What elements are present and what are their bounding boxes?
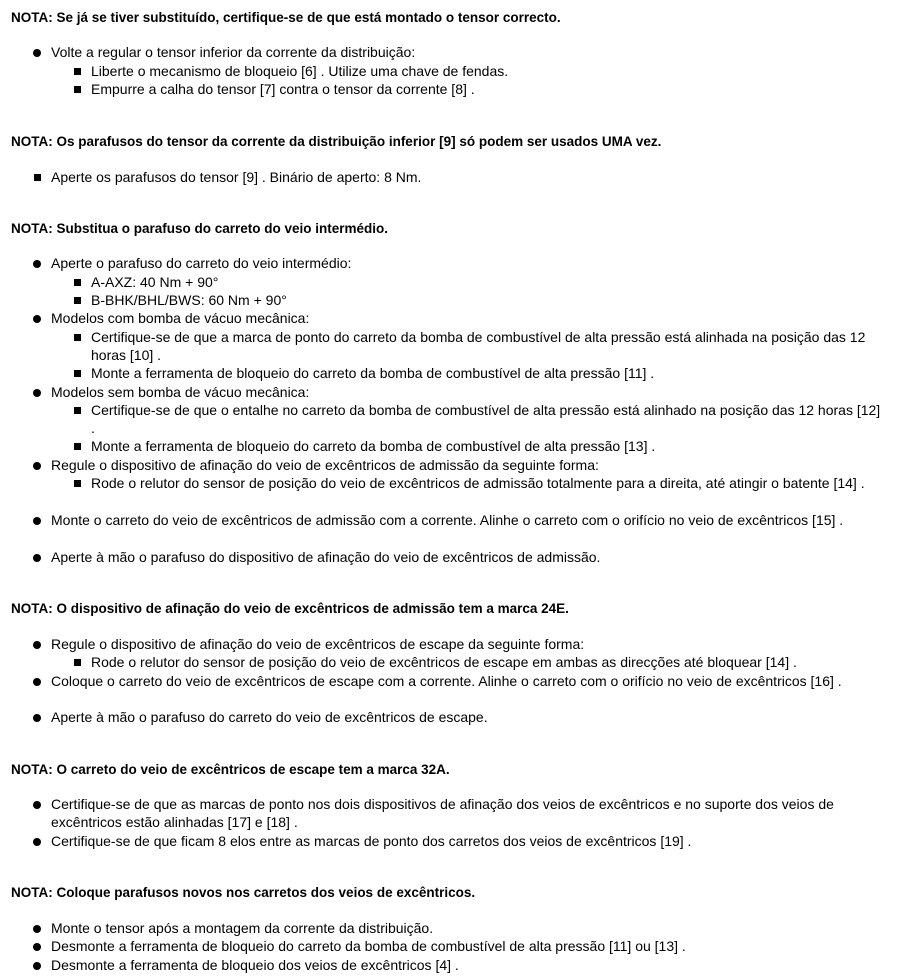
sub-list-item: Rode o relutor do sensor de posição do veio de excêntricos de admissão totalmente para a direita, até atingir o batente [14] . (91, 474, 883, 492)
bullet-square (74, 370, 81, 377)
bullet-square (74, 86, 81, 93)
sub-list-item: Liberte o mecanismo de bloqueio [6] . Utilize uma chave de fendas. (91, 62, 883, 80)
note-heading: NOTA: O dispositivo de afinação do veio de excêntricos de admissão tem a marca 24E. (11, 601, 569, 616)
bullet-dot (33, 49, 41, 57)
list-item: Certifique-se de que ficam 8 elos entre as marcas de ponto dos carretos dos veios de excêntricos [19] . (51, 832, 881, 850)
bullet-dot (33, 925, 41, 933)
list-item: Regule o dispositivo de afinação do veio de excêntricos de escape da seguinte forma: (51, 635, 881, 653)
bullet-dot (33, 801, 41, 809)
list-item: Monte o tensor após a montagem da corrente da distribuição. (51, 919, 881, 937)
note-heading: NOTA: Os parafusos do tensor da corrente da distribuição inferior [9] só podem ser usados UMA vez. (11, 134, 662, 149)
list-item: Desmonte a ferramenta de bloqueio do carreto da bomba de combustível de alta pressão [11] ou [13] . (51, 937, 881, 955)
bullet-square (74, 334, 81, 341)
bullet-square (74, 443, 81, 450)
sub-list-item: Monte a ferramenta de bloqueio do carreto da bomba de combustível de alta pressão [13] . (91, 437, 883, 455)
bullet-dot (33, 962, 41, 970)
sub-list-item: B-BHK/BHL/BWS: 60 Nm + 90° (91, 291, 883, 309)
bullet-square (74, 68, 81, 75)
bullet-square (74, 297, 81, 304)
note-heading: NOTA: Se já se tiver substituído, certifique-se de que está montado o tensor correcto. (11, 10, 561, 25)
list-item: Aperte os parafusos do tensor [9] . Binário de aperto: 8 Nm. (51, 168, 881, 186)
bullet-dot (33, 554, 41, 562)
bullet-dot (33, 315, 41, 323)
note-heading: NOTA: O carreto do veio de excêntricos de escape tem a marca 32A. (11, 762, 450, 777)
bullet-dot (33, 943, 41, 951)
sub-list-item: Empurre a calha do tensor [7] contra o tensor da corrente [8] . (91, 80, 883, 98)
list-item: Aperte à mão o parafuso do carreto do veio de excêntricos de escape. (51, 708, 881, 726)
bullet-dot (33, 517, 41, 525)
bullet-square (74, 279, 81, 286)
sub-list-item: Certifique-se de que o entalhe no carreto da bomba de combustível de alta pressão está alinhado na posição das 12 horas [12] . (91, 401, 883, 437)
bullet-dot (33, 389, 41, 397)
list-item: Modelos sem bomba de vácuo mecânica: (51, 383, 881, 401)
list-item: Aperte o parafuso do carreto do veio intermédio: (51, 254, 881, 272)
bullet-dot (33, 462, 41, 470)
bullet-square (74, 659, 81, 666)
bullet-dot (33, 678, 41, 686)
bullet-dot (33, 641, 41, 649)
sub-list-item: A-AXZ: 40 Nm + 90° (91, 273, 883, 291)
bullet-square (34, 174, 41, 181)
list-item: Monte o carreto do veio de excêntricos de admissão com a corrente. Alinhe o carreto com o orifício no veio de excêntricos [15] . (51, 511, 881, 529)
list-item: Regule o dispositivo de afinação do veio de excêntricos de admissão da seguinte forma: (51, 456, 881, 474)
list-item: Desmonte a ferramenta de bloqueio dos veios de excêntricos [4] . (51, 956, 881, 974)
bullet-dot (33, 838, 41, 846)
bullet-square (74, 407, 81, 414)
bullet-square (74, 480, 81, 487)
note-heading: NOTA: Substitua o parafuso do carreto do veio intermédio. (11, 221, 389, 236)
note-heading: NOTA: Coloque parafusos novos nos carretos dos veios de excêntricos. (11, 885, 476, 900)
list-item: Aperte à mão o parafuso do dispositivo de afinação do veio de excêntricos de admissão. (51, 548, 881, 566)
sub-list-item: Monte a ferramenta de bloqueio do carreto da bomba de combustível de alta pressão [11] . (91, 364, 883, 382)
list-item: Volte a regular o tensor inferior da corrente da distribuição: (51, 43, 881, 61)
list-item: Modelos com bomba de vácuo mecânica: (51, 309, 881, 327)
bullet-dot (33, 260, 41, 268)
sub-list-item: Certifique-se de que a marca de ponto do carreto da bomba de combustível de alta pressão está alinhada na posição das 12 horas [10] . (91, 328, 883, 364)
list-item: Coloque o carreto do veio de excêntricos de escape com a corrente. Alinhe o carreto com o orifício no veio de excêntricos [16] . (51, 672, 881, 690)
sub-list-item: Rode o relutor do sensor de posição do veio de excêntricos de escape em ambas as direcções até bloquear [14] . (91, 653, 883, 671)
list-item: Certifique-se de que as marcas de ponto nos dois dispositivos de afinação dos veios de excêntricos e no suporte dos veios de excêntricos estão alinhadas [17] e [18] . (51, 795, 881, 831)
bullet-dot (33, 714, 41, 722)
